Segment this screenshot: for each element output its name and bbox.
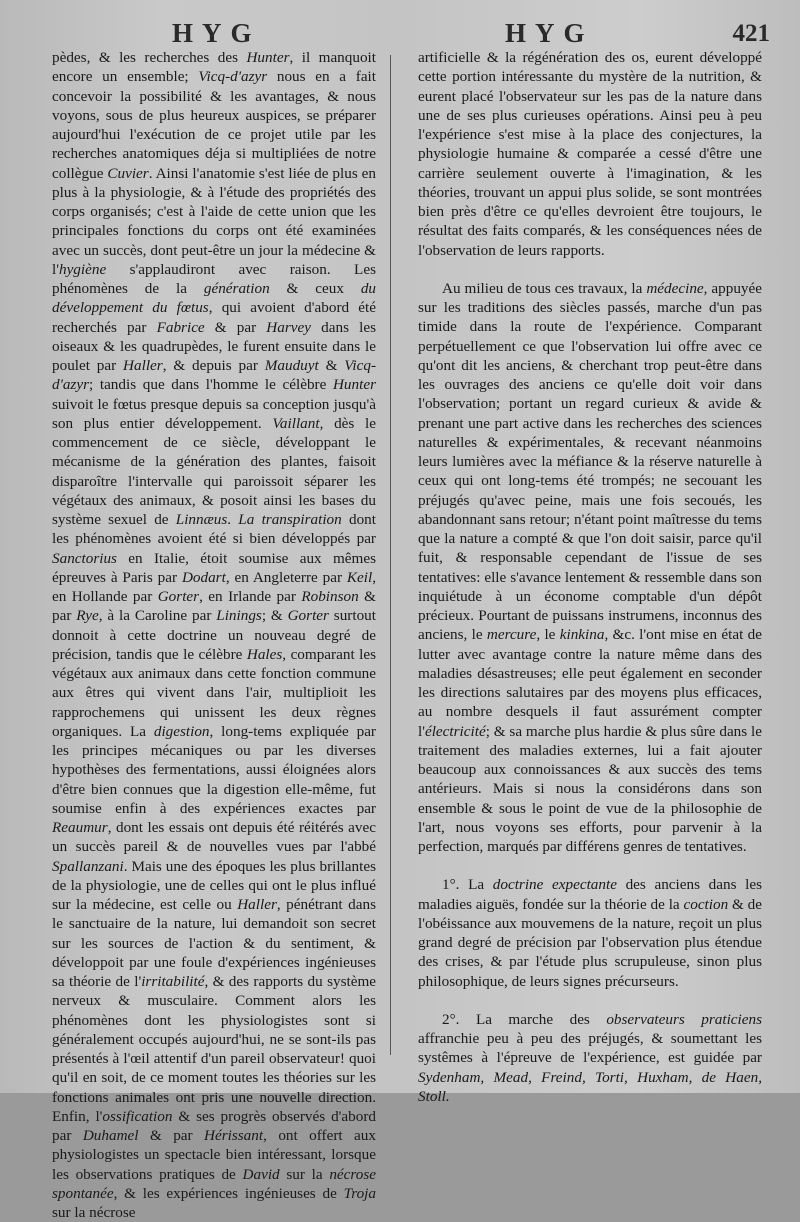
italic-run: Troja (343, 1184, 376, 1202)
italic-run: Gorter (287, 607, 329, 625)
italic-run: du développement du fœtus (52, 280, 376, 317)
italic-run: Mauduyt (264, 357, 319, 374)
italic-run: Harvey (266, 318, 311, 336)
text-run: ; tandis que dans l'homme le célèbre (89, 376, 333, 394)
text-run: , appuyée sur les traditions des siècles passés, marche d'un pas timide dans la route de l'expérience. Comparant perpétuellement ce que l'observation lui offre avec ce qu'ont dit les anciens, & cherchant trop peut-être dans les ouvrages des anciens ce qu'elle doit voir dans l'observation; portant un regard curieux & avide & prenant une part active dans les recherches des sciences naturelles & expérimentales, & recevant néanmoins leurs lumières avec la méfiance & la réserve naturelle à ceux qui ont long-tems été trompés; ne secouant les préjugés qu'avec peine, mais une fois secoués, les abandonnant sans retour; n'étant point maîtresse du tems que la nature a compté & que l'on doit saisir, parce qu'il fuit, & responsable cependant de l'issue de ses tentatives: elle s'avance lentement & ressemble dans son inquiétude à un économe comptable d'un dépôt précieux. Pourtant de puissans instrumens, inconnus des anciens, le (418, 279, 762, 644)
text-run: , & les expériences ingénieuses de (113, 1184, 344, 1202)
text-run: , ont offert aux physiologistes un spectacle bien intéressant, lorsque les observations pratiques de (52, 1127, 376, 1183)
text-run: , en Hollande par (52, 568, 377, 605)
text-run: , dès le commencement de ce siècle, développant le mécanisme de la génération des plantes, faisoit disparoître l'intervalle qui paroissoit séparer les végétaux des animaux, & posoit ainsi les bases du système sexuel de (52, 414, 376, 528)
text-run: , en Angleterre par (225, 568, 347, 586)
italic-run: kinkina (559, 626, 605, 644)
italic-run: génération (203, 280, 270, 297)
italic-run: irritabilité (141, 973, 205, 990)
italic-run: coction (683, 895, 729, 913)
text-run: surtout donnoit à cette doctrine un nouveau degré de précision, tandis que le célèbre (52, 607, 376, 663)
italic-run: Hunter (332, 376, 376, 394)
italic-run: Robinson (301, 588, 359, 605)
italic-run: Dodart (181, 568, 226, 586)
italic-run: Haller (237, 896, 277, 913)
text-run: & ses progrès observés d'abord par (52, 1107, 376, 1144)
text-run: affranchie peu à peu des préjugés, & soumettant les systêmes à l'épreuve de l'expérience, est guidée par (418, 1030, 762, 1067)
text-run: & par (204, 318, 267, 336)
italic-run: médecine (646, 279, 704, 297)
italic-run: Sydenham, Mead, Freind, Torti, Huxham, de Haen, Stoll. (418, 1068, 762, 1105)
text-run: , dont les essais ont depuis été réitérés avec un succès pareil & de nouvelles vues par l'abbé (52, 819, 376, 856)
left-column (52, 48, 376, 1222)
text-run: . Ainsi l'anatomie s'est liée de plus en plus à la physiologie, & à l'étude des propriétés des corps organisés; c'est à l'aide de cette union que les principales fonctions du corps ont été examinées avec un succès, dont peut-être un jour la médecine & l' (52, 164, 376, 278)
italic-run: électricité (424, 722, 486, 740)
italic-run: Hales (246, 645, 283, 663)
text-run: & par (138, 1127, 205, 1144)
italic-run: Rye (76, 607, 99, 625)
text-run: dont les phénomènes avoient été si bien développés par (52, 511, 376, 548)
italic-run: hygiène (58, 260, 107, 278)
italic-run: Linings (216, 607, 262, 625)
italic-run: nécrose spontanée (52, 1165, 376, 1202)
column-divider (390, 55, 391, 1055)
italic-run: Spallanzani (52, 857, 124, 875)
text-run: & ceux (269, 280, 361, 297)
italic-run: Duhamel (82, 1127, 139, 1144)
text-run: & (318, 357, 345, 374)
text-run: , en Irlande par (199, 588, 302, 605)
paragraph (418, 875, 762, 991)
italic-run: Fabrice (156, 318, 205, 336)
paragraph (52, 48, 376, 1222)
italic-run: La transpiration (238, 511, 342, 528)
italic-run: Gorter (157, 588, 200, 605)
text-run: , à la Caroline par (98, 607, 217, 625)
text-run: . (227, 511, 239, 528)
paragraph (418, 48, 762, 260)
text-run: , &c. l'ont mise en état de lutter avec avantage contre la nature même dans des maladies désastreuses; elle peut également en seconder les directions salutaires par des moyens plus efficaces, au nombre desquels il faut assurément compter l' (418, 626, 762, 740)
italic-run: Reaumur (52, 819, 108, 836)
text-run: & de l'obéissance aux mouvemens de la nature, reçoit un plus grand degré de précision par l'observation plus étendue des crises, & par l'étude plus scrupuleuse, sinon plus philosophique, de leurs signes précurseurs. (418, 895, 762, 990)
text-run: s'applaudiront avec raison. Les phénomènes de la (52, 260, 376, 297)
italic-run: Haller (123, 357, 163, 374)
italic-run: digestion (153, 722, 210, 740)
text-run: , & des rapports du système nerveux & musculaire. Comment alors les phénomènes dont les physiologistes sont si généralement occupés aujourd'hui, ne se sont-ils pas présentés à l'œil attentif d'un pareil observateur! quoi qu'il en soit, de ce moment toutes les théories sur les fonctions animales ont pris une nouvelle direction. Enfin, l' (52, 973, 377, 1125)
text-run: sur la nécrose (52, 1204, 136, 1221)
page-number: 421 (732, 20, 770, 47)
left-running-head: HYG (172, 18, 261, 48)
text-run: . Mais une des époques les plus brillantes de la physiologie, une de celles qui ont le plus influé sur la médecine, est celle ou (52, 857, 376, 913)
text-run: dans les oiseaux & les quadrupèdes, le furent ensuite dans le poulet par (52, 318, 376, 374)
italic-run: Linnæus (175, 511, 228, 528)
text-run: ; & (261, 607, 288, 625)
paragraph (418, 279, 762, 857)
text-run: des anciens dans les maladies aiguës, fondée sur la théorie de la (418, 876, 763, 913)
italic-run: David (242, 1165, 280, 1183)
italic-run: Vaillant (272, 414, 320, 432)
text-run: en Italie, étoit soumise aux mêmes épreuves à Paris par (52, 549, 376, 586)
right-column (418, 48, 762, 1106)
text-run: , long-tems expliquée par les principes mécaniques ou par les diverses hypothèses des fermentations, aussi éloignées alors d'être bien connues que la digestion elle-même, fut soumise enfin à des expériences exactes par (52, 722, 376, 817)
text-run: , le (536, 626, 560, 644)
italic-run: ossification (102, 1107, 173, 1125)
text-run: artificielle & la régénération des os, eurent développé cette portion intéressante du mystère de la nutrition, & eurent placé l'observateur sur les pas de la nature dans une de ses plus curieuses opérations. Ainsi peu à peu l'expérience s'est mise à la place des conjectures, la physiologie humaine & comparée a cessé d'être une carrière seulement ouverte à l'imagination, & les théories, trouvant un appui plus solide, se sont montrées bien près d'être ce qu'elles devroient être toujours, le résultat des faits comparés, & les conséquences nées de l'observation de leurs rapports. (418, 49, 762, 259)
italic-run: doctrine expectante (492, 876, 617, 894)
text-run: , il manquoit encore un ensemble; (52, 49, 376, 86)
italic-run: Sanctorius (52, 549, 117, 567)
text-run: 2°. La marche des (442, 1010, 607, 1028)
italic-run: Hérissant (204, 1127, 264, 1144)
text-run: pèdes, & les recherches des (52, 49, 247, 66)
text-run: suivoit le fœtus presque depuis sa conception jusqu'à son plus entier développement. (52, 395, 376, 432)
italic-run: Vicq-d'azyr (198, 68, 268, 86)
italic-run: Keil (346, 568, 373, 586)
text-run: ; & sa marche plus hardie & plus sûre dans le traitement des maladies externes, lui a fait ajouter beaucoup aux connoissances & aux succès des tems antérieurs. Mais si nous la considérons dans son ensemble & sous le point de vue de la philosophie de l'art, nous voyons ses efforts, pour parvenir à la perfection, marqués par différens genres de tentatives. (418, 722, 762, 855)
text-run: 1°. La (442, 876, 493, 894)
italic-run: Hunter (246, 49, 290, 66)
paragraph (418, 1010, 762, 1106)
text-run: , pénétrant dans le sanctuaire de la nature, lui demandoit son secret sur les sources de l'action & du sentiment, & développoit par une foule d'expériences ingénieuses sa théorie de l' (52, 896, 376, 990)
text-run: , comparant les végétaux aux animaux dans cette fonction commune aux êtres qui vivent dans l'air, multiplioit les rapprochemens qui unissent les deux règnes organiques. La (52, 645, 377, 740)
text-run: , & depuis par (162, 357, 265, 374)
italic-run: mercure (486, 626, 537, 644)
text-run: nous en a fait concevoir la possibilité & les avantages, & nous voyons, sous de plus heureux auspices, se préparer aujourd'hui l'exécution de ce projet utile par les recherches anatomiques déja si multipliées de notre collègue (52, 68, 376, 182)
italic-run: Cuvier (107, 164, 149, 182)
text-run: sur la (279, 1165, 330, 1183)
text-run: & par (52, 588, 376, 625)
text-run: , qui avoient d'abord été recherchés par (52, 299, 376, 336)
italic-run: observateurs praticiens (606, 1010, 763, 1028)
italic-run: Vicq-d'azyr (52, 357, 376, 394)
text-run: Au milieu de tous ces travaux, la (442, 279, 647, 297)
right-running-head: HYG (505, 18, 594, 48)
